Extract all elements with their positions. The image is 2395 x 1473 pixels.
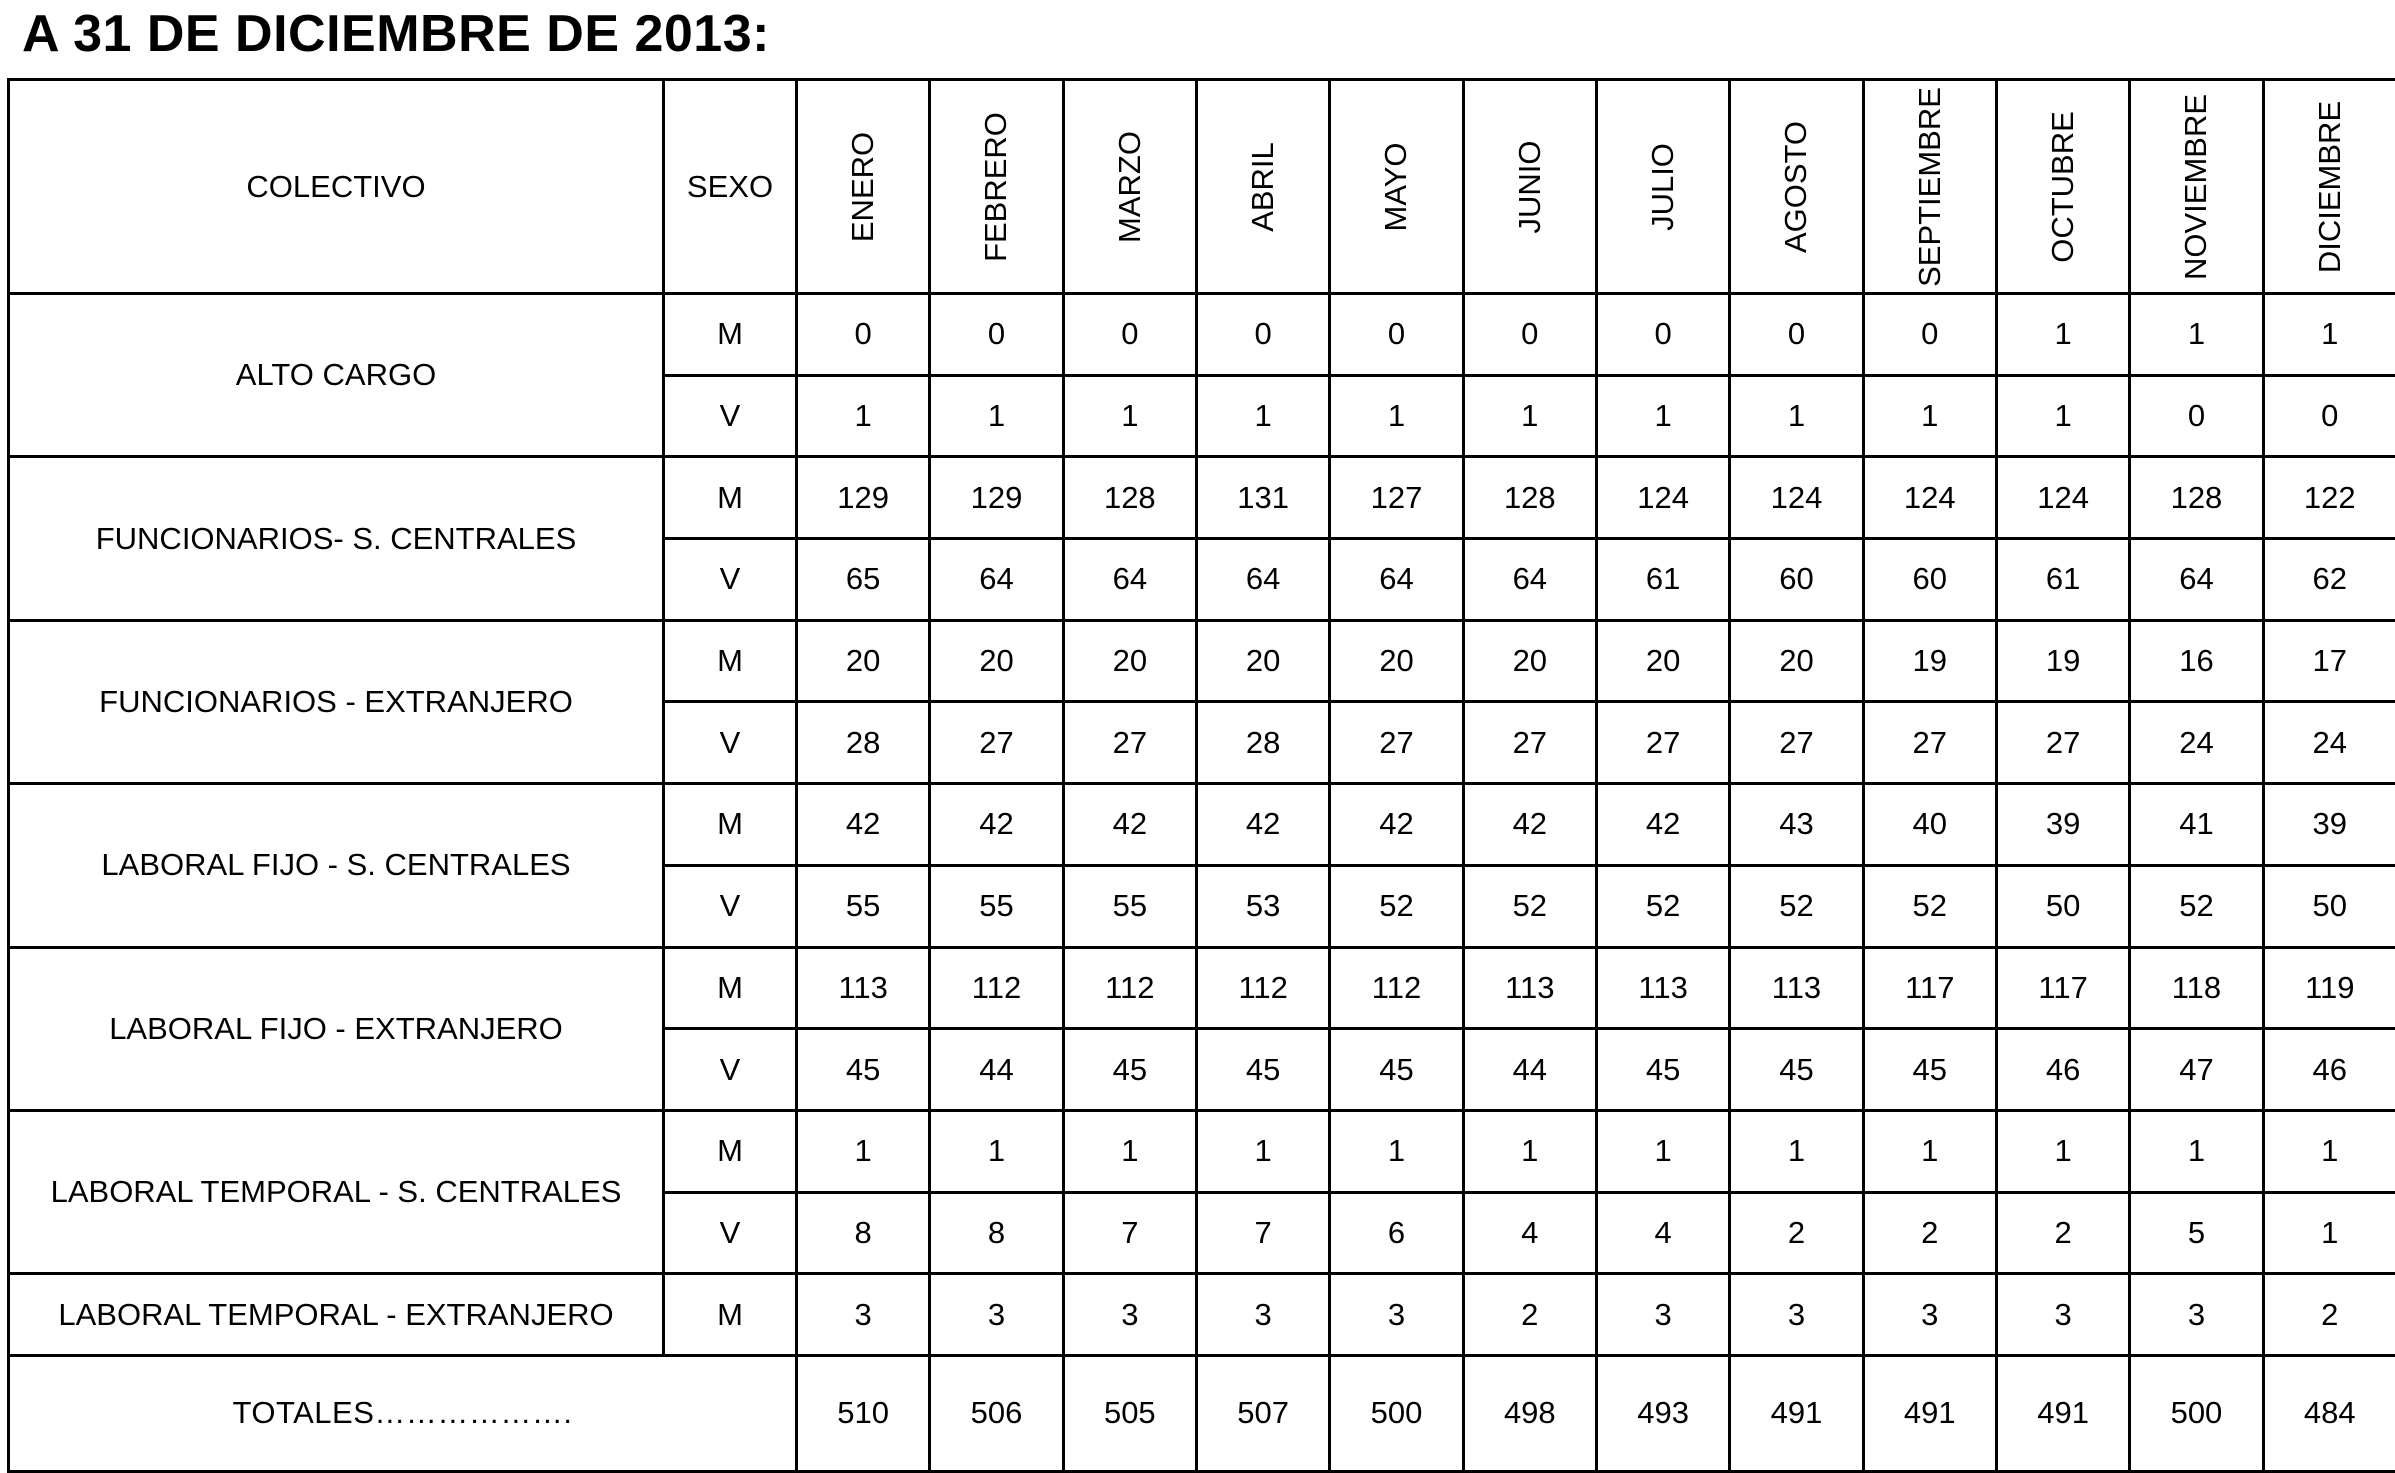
value-cell: 112 (1330, 947, 1463, 1029)
value-cell: 20 (1330, 620, 1463, 702)
value-cell: 113 (1596, 947, 1729, 1029)
value-cell: 1 (1063, 1110, 1196, 1192)
value-cell: 0 (1330, 294, 1463, 376)
total-value-cell: 506 (930, 1355, 1063, 1471)
value-cell: 55 (930, 865, 1063, 947)
value-cell: 3 (2130, 1274, 2263, 1356)
value-cell: 0 (2130, 375, 2263, 457)
value-cell: 27 (1863, 702, 1996, 784)
value-cell: 64 (2130, 539, 2263, 621)
value-cell: 44 (930, 1029, 1063, 1111)
header-month (797, 80, 930, 294)
value-cell: 113 (797, 947, 930, 1029)
value-cell: 3 (1196, 1274, 1329, 1356)
total-value-cell: 505 (1063, 1355, 1196, 1471)
sexo-cell: M (664, 457, 797, 539)
value-cell: 5 (2130, 1192, 2263, 1274)
value-cell: 124 (1863, 457, 1996, 539)
value-cell: 1 (930, 375, 1063, 457)
value-cell: 52 (1596, 865, 1729, 947)
value-cell: 42 (1196, 784, 1329, 866)
value-cell: 113 (1463, 947, 1596, 1029)
value-cell: 27 (1996, 702, 2129, 784)
total-value-cell: 484 (2263, 1355, 2395, 1471)
totals-label: TOTALES………………. (9, 1355, 797, 1471)
value-cell: 3 (1996, 1274, 2129, 1356)
value-cell: 27 (1596, 702, 1729, 784)
value-cell: 2 (2263, 1274, 2395, 1356)
header-month-label: ENERO (845, 131, 881, 242)
sexo-cell: M (664, 1110, 797, 1192)
value-cell: 129 (930, 457, 1063, 539)
value-cell: 20 (1063, 620, 1196, 702)
value-cell: 0 (2263, 375, 2395, 457)
value-cell: 1 (2263, 294, 2395, 376)
value-cell: 60 (1730, 539, 1863, 621)
value-cell: 7 (1063, 1192, 1196, 1274)
value-cell: 124 (1996, 457, 2129, 539)
sexo-cell: V (664, 375, 797, 457)
colectivo-label: FUNCIONARIOS - EXTRANJERO (9, 620, 664, 783)
value-cell: 1 (1330, 1110, 1463, 1192)
header-month (1330, 80, 1463, 294)
value-cell: 1 (1463, 375, 1596, 457)
value-cell: 52 (1863, 865, 1996, 947)
value-cell: 1 (1596, 375, 1729, 457)
value-cell: 55 (1063, 865, 1196, 947)
value-cell: 16 (2130, 620, 2263, 702)
header-month (930, 80, 1063, 294)
header-month (1863, 80, 1996, 294)
header-month (1463, 80, 1596, 294)
value-cell: 4 (1596, 1192, 1729, 1274)
sexo-cell: V (664, 702, 797, 784)
sexo-cell: V (664, 1192, 797, 1274)
total-value-cell: 510 (797, 1355, 930, 1471)
value-cell: 20 (797, 620, 930, 702)
value-cell: 8 (797, 1192, 930, 1274)
value-cell: 27 (1063, 702, 1196, 784)
value-cell: 0 (797, 294, 930, 376)
value-cell: 42 (1063, 784, 1196, 866)
value-cell: 46 (1996, 1029, 2129, 1111)
total-value-cell: 500 (1330, 1355, 1463, 1471)
colectivo-label: LABORAL TEMPORAL - EXTRANJERO (9, 1274, 664, 1356)
value-cell: 3 (797, 1274, 930, 1356)
value-cell: 0 (1863, 294, 1996, 376)
value-cell: 112 (930, 947, 1063, 1029)
value-cell: 50 (1996, 865, 2129, 947)
value-cell: 127 (1330, 457, 1463, 539)
total-value-cell: 493 (1596, 1355, 1729, 1471)
value-cell: 3 (1596, 1274, 1729, 1356)
value-cell: 2 (1730, 1192, 1863, 1274)
value-cell: 40 (1863, 784, 1996, 866)
value-cell: 118 (2130, 947, 2263, 1029)
total-value-cell: 491 (1730, 1355, 1863, 1471)
value-cell: 64 (1196, 539, 1329, 621)
colectivo-label: LABORAL FIJO - EXTRANJERO (9, 947, 664, 1110)
value-cell: 1 (1863, 375, 1996, 457)
table-row (9, 457, 2395, 539)
value-cell: 129 (797, 457, 930, 539)
header-month (1596, 80, 1729, 294)
value-cell: 42 (1463, 784, 1596, 866)
table-header-row (9, 80, 2395, 294)
value-cell: 112 (1196, 947, 1329, 1029)
value-cell: 45 (1863, 1029, 1996, 1111)
value-cell: 3 (1863, 1274, 1996, 1356)
value-cell: 119 (2263, 947, 2395, 1029)
header-month-label: SEPTIEMBRE (1911, 86, 1947, 287)
value-cell: 1 (1463, 1110, 1596, 1192)
header-month (1996, 80, 2129, 294)
table-body (9, 294, 2395, 1472)
value-cell: 1 (1196, 1110, 1329, 1192)
header-month-label: OCTUBRE (2045, 110, 2081, 263)
header-month-label: JULIO (1645, 142, 1681, 231)
value-cell: 0 (1463, 294, 1596, 376)
value-cell: 45 (1730, 1029, 1863, 1111)
value-cell: 47 (2130, 1029, 2263, 1111)
sexo-cell: V (664, 865, 797, 947)
value-cell: 45 (797, 1029, 930, 1111)
value-cell: 64 (1063, 539, 1196, 621)
value-cell: 39 (1996, 784, 2129, 866)
value-cell: 1 (1730, 1110, 1863, 1192)
sexo-cell: M (664, 1274, 797, 1356)
header-sexo: SEXO (664, 80, 797, 294)
header-month (1196, 80, 1329, 294)
value-cell: 20 (1196, 620, 1329, 702)
value-cell: 1 (1596, 1110, 1729, 1192)
header-month-label: AGOSTO (1778, 120, 1814, 253)
sexo-cell: M (664, 947, 797, 1029)
value-cell: 2 (1863, 1192, 1996, 1274)
value-cell: 52 (1463, 865, 1596, 947)
value-cell: 128 (2130, 457, 2263, 539)
value-cell: 4 (1463, 1192, 1596, 1274)
value-cell: 55 (797, 865, 930, 947)
value-cell: 3 (930, 1274, 1063, 1356)
value-cell: 1 (1330, 375, 1463, 457)
total-value-cell: 507 (1196, 1355, 1329, 1471)
value-cell: 52 (1330, 865, 1463, 947)
value-cell: 28 (797, 702, 930, 784)
value-cell: 20 (1596, 620, 1729, 702)
value-cell: 61 (1596, 539, 1729, 621)
value-cell: 8 (930, 1192, 1063, 1274)
total-value-cell: 498 (1463, 1355, 1596, 1471)
page-title: A 31 DE DICIEMBRE DE 2013: (22, 5, 770, 63)
value-cell: 65 (797, 539, 930, 621)
value-cell: 0 (1730, 294, 1863, 376)
value-cell: 64 (1330, 539, 1463, 621)
value-cell: 1 (1730, 375, 1863, 457)
sexo-cell: M (664, 784, 797, 866)
value-cell: 1 (2130, 294, 2263, 376)
value-cell: 7 (1196, 1192, 1329, 1274)
sexo-cell: V (664, 539, 797, 621)
value-cell: 1 (797, 1110, 930, 1192)
value-cell: 128 (1463, 457, 1596, 539)
value-cell: 124 (1730, 457, 1863, 539)
value-cell: 39 (2263, 784, 2395, 866)
value-cell: 50 (2263, 865, 2395, 947)
table-row (9, 1274, 2395, 1356)
header-month-label: ABRIL (1245, 141, 1281, 232)
sexo-cell: M (664, 294, 797, 376)
header-month-label: JUNIO (1511, 140, 1547, 233)
value-cell: 1 (797, 375, 930, 457)
value-cell: 1 (2263, 1110, 2395, 1192)
header-month (1730, 80, 1863, 294)
value-cell: 52 (1730, 865, 1863, 947)
value-cell: 19 (1996, 620, 2129, 702)
header-month-label: MAYO (1378, 142, 1414, 231)
total-value-cell: 500 (2130, 1355, 2263, 1471)
value-cell: 64 (1463, 539, 1596, 621)
value-cell: 42 (930, 784, 1063, 866)
value-cell: 20 (1730, 620, 1863, 702)
value-cell: 24 (2263, 702, 2395, 784)
value-cell: 2 (1463, 1274, 1596, 1356)
value-cell: 43 (1730, 784, 1863, 866)
colectivo-label: ALTO CARGO (9, 294, 664, 457)
value-cell: 19 (1863, 620, 1996, 702)
value-cell: 1 (1863, 1110, 1996, 1192)
value-cell: 124 (1596, 457, 1729, 539)
total-value-cell: 491 (1996, 1355, 2129, 1471)
value-cell: 62 (2263, 539, 2395, 621)
colectivo-label: LABORAL FIJO - S. CENTRALES (9, 784, 664, 947)
value-cell: 45 (1330, 1029, 1463, 1111)
value-cell: 113 (1730, 947, 1863, 1029)
colectivo-label: FUNCIONARIOS- S. CENTRALES (9, 457, 664, 620)
header-month-label: DICIEMBRE (2311, 100, 2347, 273)
value-cell: 122 (2263, 457, 2395, 539)
value-cell: 1 (2263, 1192, 2395, 1274)
value-cell: 45 (1196, 1029, 1329, 1111)
value-cell: 24 (2130, 702, 2263, 784)
value-cell: 3 (1730, 1274, 1863, 1356)
table-row (9, 784, 2395, 866)
value-cell: 53 (1196, 865, 1329, 947)
value-cell: 0 (1196, 294, 1329, 376)
header-month (2263, 80, 2395, 294)
value-cell: 44 (1463, 1029, 1596, 1111)
colectivo-label: LABORAL TEMPORAL - S. CENTRALES (9, 1110, 664, 1273)
value-cell: 27 (1730, 702, 1863, 784)
value-cell: 45 (1596, 1029, 1729, 1111)
value-cell: 60 (1863, 539, 1996, 621)
staff-table (7, 78, 2395, 1473)
value-cell: 61 (1996, 539, 2129, 621)
value-cell: 6 (1330, 1192, 1463, 1274)
header-month-label: NOVIEMBRE (2178, 93, 2214, 280)
table-row (9, 1110, 2395, 1192)
totals-row (9, 1355, 2395, 1471)
value-cell: 20 (930, 620, 1063, 702)
value-cell: 2 (1996, 1192, 2129, 1274)
value-cell: 20 (1463, 620, 1596, 702)
table-row (9, 947, 2395, 1029)
value-cell: 28 (1196, 702, 1329, 784)
value-cell: 27 (930, 702, 1063, 784)
value-cell: 1 (1996, 375, 2129, 457)
sexo-cell: V (664, 1029, 797, 1111)
value-cell: 131 (1196, 457, 1329, 539)
value-cell: 1 (1996, 294, 2129, 376)
value-cell: 41 (2130, 784, 2263, 866)
value-cell: 42 (1330, 784, 1463, 866)
value-cell: 45 (1063, 1029, 1196, 1111)
value-cell: 1 (2130, 1110, 2263, 1192)
value-cell: 0 (1596, 294, 1729, 376)
header-month-label: FEBRERO (978, 111, 1014, 262)
value-cell: 3 (1330, 1274, 1463, 1356)
value-cell: 117 (1996, 947, 2129, 1029)
value-cell: 46 (2263, 1029, 2395, 1111)
value-cell: 42 (797, 784, 930, 866)
total-value-cell: 491 (1863, 1355, 1996, 1471)
header-month (1063, 80, 1196, 294)
value-cell: 0 (1063, 294, 1196, 376)
table-row (9, 620, 2395, 702)
value-cell: 52 (2130, 865, 2263, 947)
table-row (9, 294, 2395, 376)
value-cell: 128 (1063, 457, 1196, 539)
header-colectivo: COLECTIVO (9, 80, 664, 294)
value-cell: 27 (1330, 702, 1463, 784)
header-month-label: MARZO (1111, 130, 1147, 243)
value-cell: 117 (1863, 947, 1996, 1029)
value-cell: 0 (930, 294, 1063, 376)
value-cell: 1 (930, 1110, 1063, 1192)
value-cell: 1 (1196, 375, 1329, 457)
value-cell: 42 (1596, 784, 1729, 866)
value-cell: 17 (2263, 620, 2395, 702)
value-cell: 3 (1063, 1274, 1196, 1356)
sexo-cell: M (664, 620, 797, 702)
header-month (2130, 80, 2263, 294)
value-cell: 112 (1063, 947, 1196, 1029)
value-cell: 1 (1996, 1110, 2129, 1192)
value-cell: 64 (930, 539, 1063, 621)
value-cell: 1 (1063, 375, 1196, 457)
value-cell: 27 (1463, 702, 1596, 784)
